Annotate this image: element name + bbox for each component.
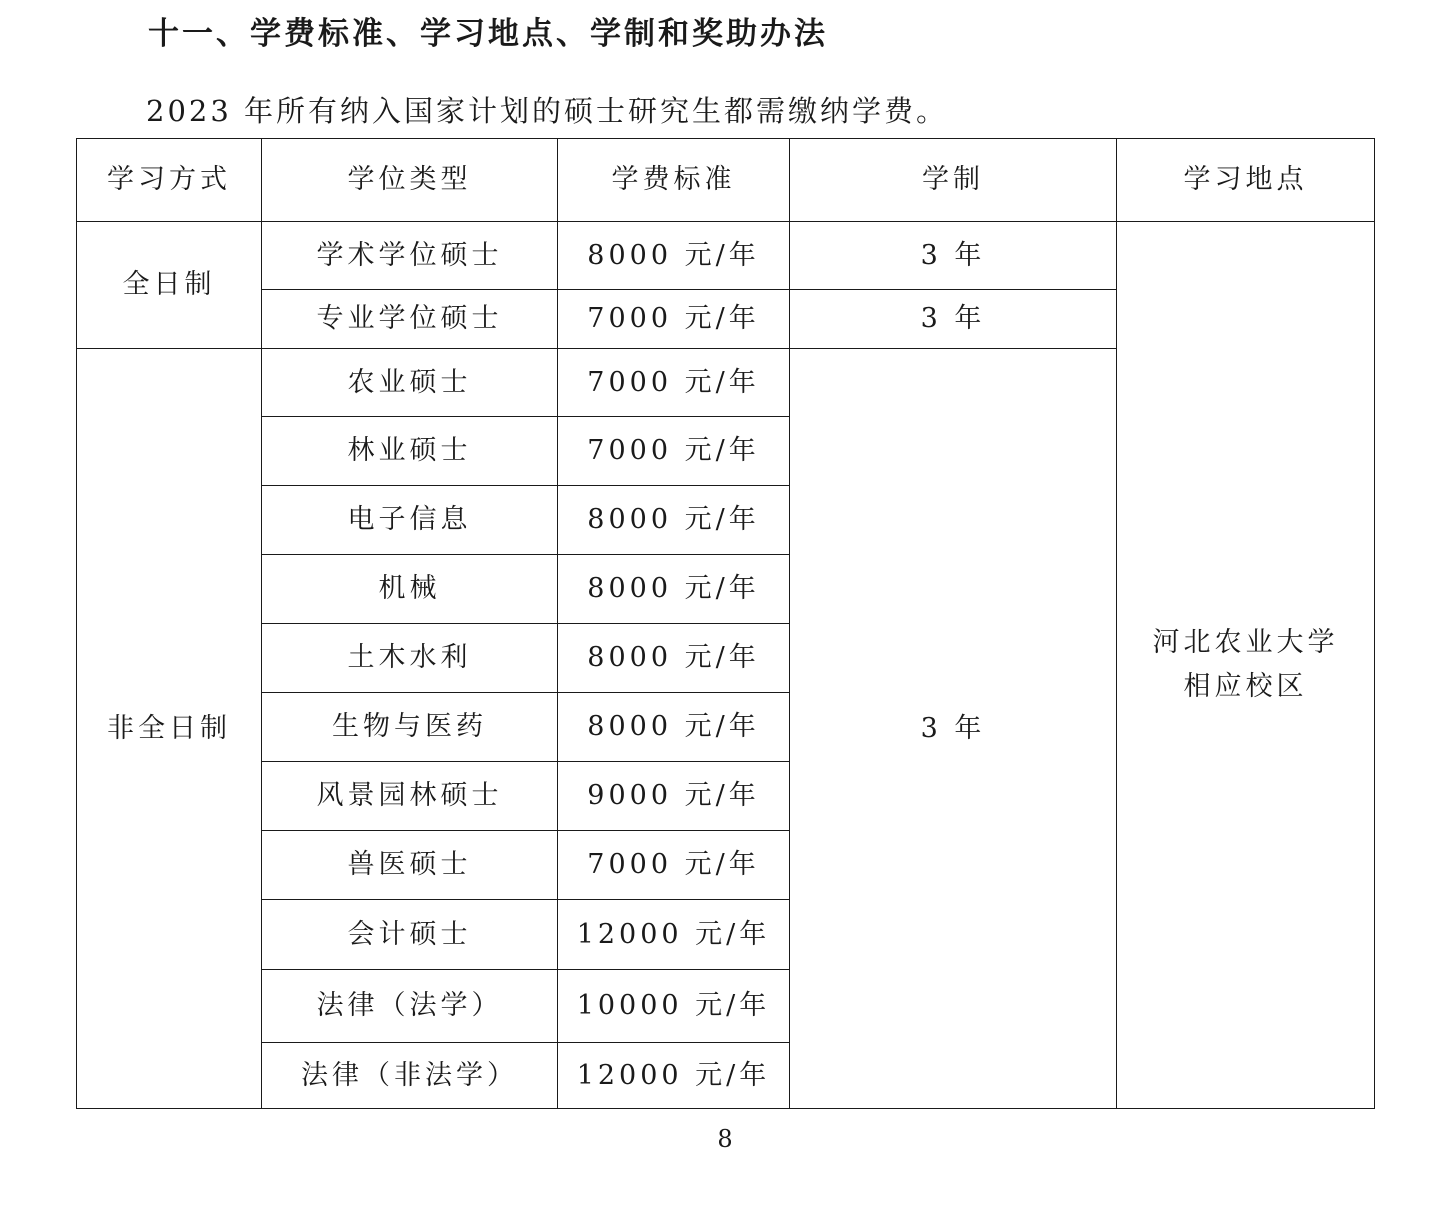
tuition-cell: 8000 元/年 [558, 486, 790, 555]
header-duration: 学制 [790, 139, 1117, 222]
duration-cell: 3 年 [790, 349, 1117, 1109]
degree-type-cell: 学术学位硕士 [262, 222, 558, 290]
tuition-cell: 8000 元/年 [558, 555, 790, 624]
tuition-table [76, 138, 1375, 1109]
degree-type-cell: 农业硕士 [262, 349, 558, 417]
location-line: 河北农业大学 [1152, 627, 1339, 658]
tuition-cell: 12000 元/年 [558, 900, 790, 970]
section-title: 十一、学费标准、学习地点、学制和奖助办法 [148, 16, 828, 52]
tuition-cell: 10000 元/年 [558, 970, 790, 1043]
intro-paragraph: 2023 年所有纳入国家计划的硕士研究生都需缴纳学费。 [146, 94, 949, 128]
degree-type-cell: 风景园林硕士 [262, 762, 558, 831]
tuition-cell: 9000 元/年 [558, 762, 790, 831]
tuition-cell: 8000 元/年 [558, 693, 790, 762]
degree-type-cell: 生物与医药 [262, 693, 558, 762]
tuition-cell: 8000 元/年 [558, 222, 790, 290]
degree-type-cell: 会计硕士 [262, 900, 558, 970]
header-row [77, 139, 1375, 222]
location-line: 相应校区 [1183, 671, 1308, 702]
tuition-cell: 8000 元/年 [558, 624, 790, 693]
degree-type-cell: 法律（非法学） [262, 1043, 558, 1109]
header-location: 学习地点 [1117, 139, 1375, 222]
tuition-cell: 7000 元/年 [558, 349, 790, 417]
tuition-cell: 7000 元/年 [558, 290, 790, 349]
table-row [77, 222, 1375, 290]
tuition-cell: 7000 元/年 [558, 417, 790, 486]
study-mode-cell: 非全日制 [77, 349, 262, 1109]
header-degree-type: 学位类型 [262, 139, 558, 222]
degree-type-cell: 法律（法学） [262, 970, 558, 1043]
page-number: 8 [717, 1125, 733, 1153]
degree-type-cell: 专业学位硕士 [262, 290, 558, 349]
degree-type-cell: 电子信息 [262, 486, 558, 555]
tuition-cell: 7000 元/年 [558, 831, 790, 900]
duration-cell: 3 年 [790, 290, 1117, 349]
study-mode-cell: 全日制 [77, 222, 262, 349]
duration-cell: 3 年 [790, 222, 1117, 290]
degree-type-cell: 土木水利 [262, 624, 558, 693]
degree-type-cell: 机械 [262, 555, 558, 624]
degree-type-cell: 兽医硕士 [262, 831, 558, 900]
degree-type-cell: 林业硕士 [262, 417, 558, 486]
tuition-cell: 12000 元/年 [558, 1043, 790, 1109]
location-cell [1117, 222, 1375, 1109]
header-study-mode: 学习方式 [77, 139, 262, 222]
header-tuition: 学费标准 [558, 139, 790, 222]
